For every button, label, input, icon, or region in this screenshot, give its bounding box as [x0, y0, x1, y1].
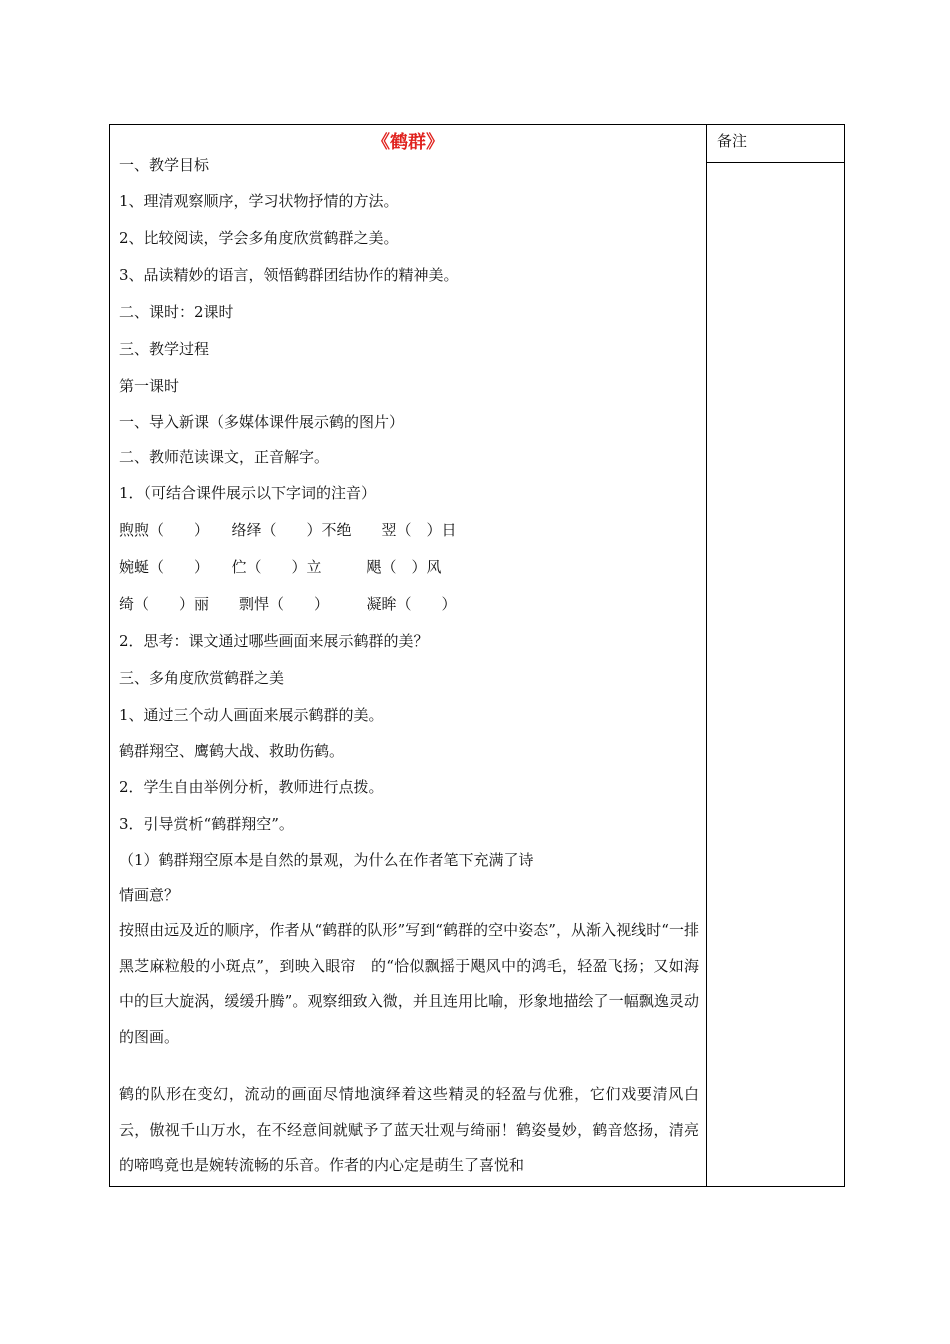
text-line: 3．引导赏析“鹤群翔空”。 — [119, 815, 294, 833]
text-line: 二、教师范读课文，正音解字。 — [119, 448, 330, 466]
text-line: 一、教学目标 — [119, 156, 210, 174]
text-line: 婉蜒（ ） 伫（ ）立 飓（ ）风 — [119, 558, 442, 576]
text-line: 1．（可结合课件展示以下字词的注音） — [119, 484, 377, 502]
document-title: 《鹤群》 — [372, 132, 444, 153]
text-line: 1、理清观察顺序，学习状物抒情的方法。 — [119, 192, 399, 210]
text-line: 三、教学过程 — [119, 340, 210, 358]
text-line: 3、品读精妙的语言，领悟鹤群团结协作的精神美。 — [119, 266, 459, 284]
text-line: 第一课时 — [119, 377, 180, 395]
text-line: 一、导入新课（多媒体课件展示鹤的图片） — [119, 413, 405, 431]
text-line: （1）鹤群翔空原本是自然的景观，为什么在作者笔下充满了诗 — [119, 851, 534, 869]
text-line: 二、课时：2课时 — [119, 303, 234, 321]
main-column — [110, 125, 707, 1186]
text-line: 三、多角度欣赏鹤群之美 — [119, 669, 285, 687]
lesson-table — [109, 124, 845, 1187]
notes-column — [707, 125, 844, 1186]
text-line: 鹤群翔空、鹰鹤大战、救助伤鹤。 — [119, 742, 345, 760]
text-line: 煦煦（ ） 络绎（ ）不绝 翌（ ）日 — [119, 521, 457, 539]
analysis-paragraph-2: 鹤的队形在变幻，流动的画面尽情地演绎着这些精灵的轻盈与优雅，它们戏要清风白云，傲视千山万水，在不经意间就赋予了蓝天壮观与绮丽！鹤姿曼妙，鹤音悠扬，清亮的啼鸣竟也是婉转流畅的乐音。作者的内心定是萌生了喜悦和 — [119, 1085, 699, 1174]
notes-header: 备注 — [707, 125, 844, 163]
text-line: 1、通过三个动人画面来展示鹤群的美。 — [119, 706, 384, 724]
text-line: 情画意？ — [119, 886, 180, 904]
text-line: 绮（ ）丽 剽悍（ ） 凝眸（ ） — [119, 595, 457, 613]
text-line: 2．学生自由举例分析，教师进行点拨。 — [119, 778, 384, 796]
text-line: 2、比较阅读，学会多角度欣赏鹤群之美。 — [119, 229, 399, 247]
analysis-paragraph-1: 按照由远及近的顺序，作者从“鹤群的队形”写到“鹤群的空中姿态”，从渐入视线时“一排黑芝麻粒般的小斑点”，到映入眼帘 的“恰似飘摇于飓风中的鸿毛，轻盈飞扬；又如海中的巨大旋涡，缓缓升腾”。观察细致入微，并且连用比喻，形象地描绘了一幅飘逸灵动的图画。 — [119, 921, 699, 1046]
text-line: 2．思考：课文通过哪些画面来展示鹤群的美？ — [119, 632, 429, 650]
